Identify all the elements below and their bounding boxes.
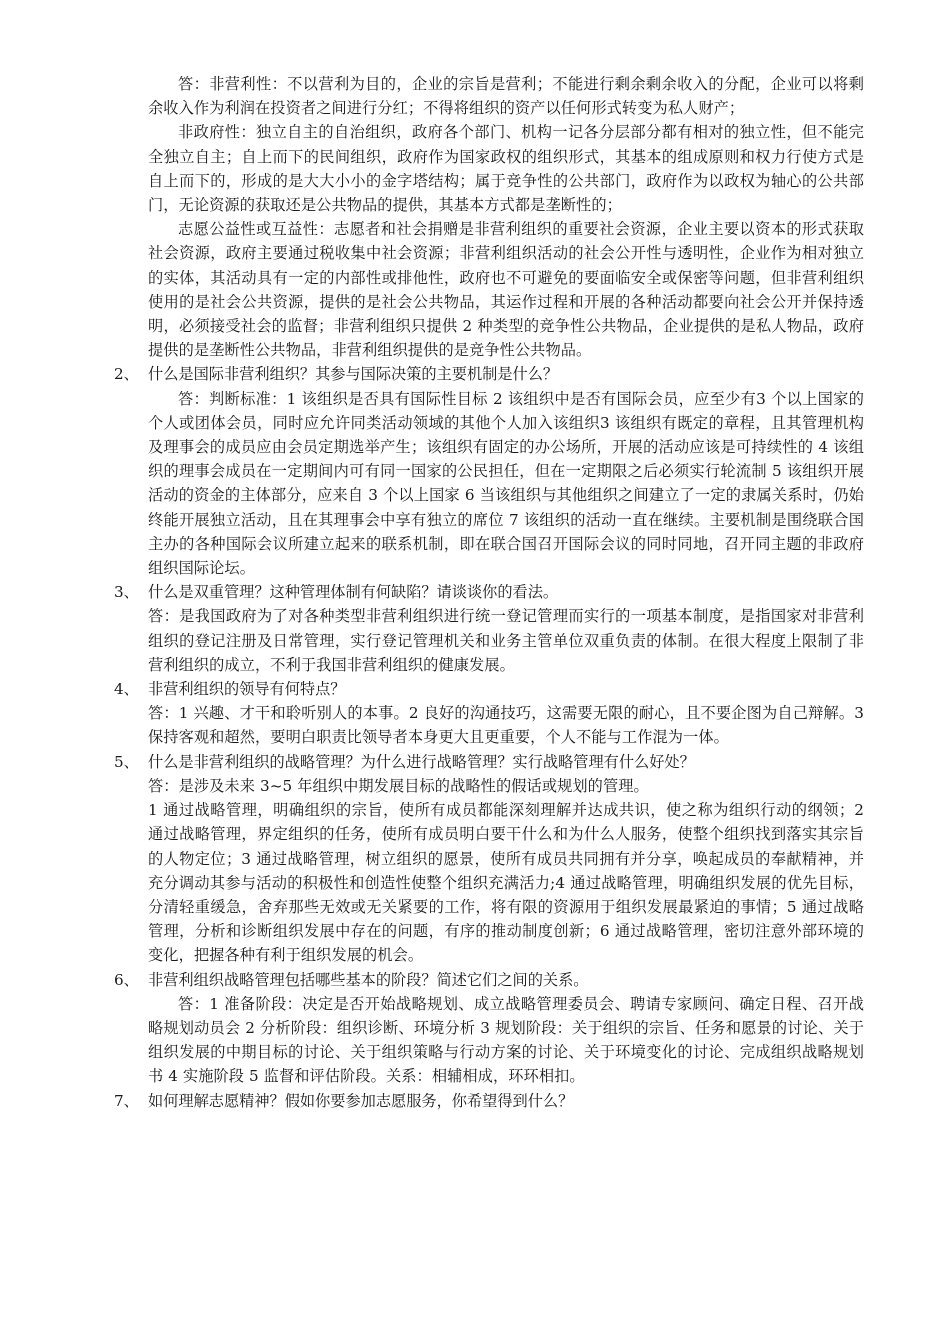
question-number: 2、 xyxy=(114,365,139,384)
question-text: 什么是非营利组织的战略管理？为什么进行战略管理？实行战略管理有什么好处？ xyxy=(148,752,695,771)
question-text: 什么是双重管理？这种管理体制有何缺陷？请谈谈你的看法。 xyxy=(148,583,559,602)
answer-1-paragraph-nongovernmental: 非政府性：独立自主的自治组织，政府各个部门、机构一记各分层部分都有相对的独立性，但不能完全独立自主；自上而下的民间组织，政府作为国家政权的组织形式，其基本的组成原则和权力行使方式是自上而下的，形成的是大大小小的金字塔结构；属于竞争性的公共部门，政府作为以政权为轴心的公共部门，无论资源的获取还是公共物品的提供，其基本方式都是垄断性的； xyxy=(148,123,864,215)
answer-5-definition: 答：是涉及未来 3~5 年组织中期发展目标的战略性的假话或规划的管理。 xyxy=(148,776,649,795)
question-number: 5、 xyxy=(114,752,139,771)
answer-2-paragraph: 答：判断标准：1 该组织是否具有国际性目标 2 该组织中是否有国际会员，应至少有3 个以上国家的个人或团体会员，同时应允许同类活动领域的其他个人加入该组织3 该组织有既定的章程，且其管理机构及理事会的成员应由会员定期选举产生；该组织有固定的办公场所，开展的活动应该是可持续性的 4 该组织的理事会成员在一定期间内可有同一国家的公民担任，但在一定期限之后必须实行轮流制 5 该组织开展活动的资金的主体部分，应来自 3 个以上国家 6 当该组织与其他组织之间建立了一定的隶属关系时，仍始终能开展独立活动，且在其理事会中享有独立的席位 7 该组织的活动一直在继续。主要机制是围绕联合国主办的各种国际会议所建立起来的联系机制，即在联合国召开国际会议的同时同地，召开同主题的非政府组织国际论坛。 xyxy=(148,389,864,578)
question-text: 非营利组织战略管理包括哪些基本的阶段？简述它们之间的关系。 xyxy=(148,970,589,989)
question-3 xyxy=(114,580,864,604)
question-5 xyxy=(114,750,864,774)
question-number: 7、 xyxy=(114,1091,139,1110)
answer-5-benefits: 1 通过战略管理，明确组织的宗旨，使所有成员都能深刻理解并达成共识，使之称为组织行动的纲领；2 通过战略管理，界定组织的任务，使所有成员明白要干什么和为什么人服务，使整个组织找到落实其宗旨的人物定位；3 通过战略管理，树立组织的愿景，使所有成员共同拥有并分享，唤起成员的奉献精神，并充分调动其参与活动的积极性和创造性使整个组织充满活力;4 通过战略管理，明确组织发展的优先目标，分清轻重缓急，舍弃那些无效或无关紧要的工作，将有限的资源用于组织发展最紧迫的事情；5 通过战略管理，分析和诊断组织发展中存在的问题，有序的推动制度创新；6 通过战略管理，密切注意外部环境的变化，把握各种有利于组织发展的机会。 xyxy=(148,801,864,965)
question-number: 4、 xyxy=(114,680,139,699)
answer-4-paragraph: 答：1 兴趣、才干和聆听别人的本事。2 良好的沟通技巧，这需要无限的耐心，且不要企图为自己辩解。3 保持客观和超然，要明白职责比领导者本身更大且更重要，个人不能与工作混为一体。 xyxy=(148,704,864,747)
answer-1-paragraph-nonprofit: 答：非营利性：不以营利为目的，企业的宗旨是营利；不能进行剩余剩余收入的分配，企业可以将剩余收入作为利润在投资者之间进行分红；不得将组织的资产以任何形式转变为私人财产； xyxy=(148,75,864,118)
answer-1-paragraph-voluntary: 志愿公益性或互益性：志愿者和社会捐赠是非营利组织的重要社会资源，企业主要以资本的形式获取社会资源，政府主要通过税收集中社会资源；非营利组织活动的社会公开性与透明性，企业作为相对独立的实体，其活动具有一定的内部性或排他性，政府也不可避免的要面临安全或保密等问题，但非营利组织使用的是社会公共资源，提供的是社会公共物品，其运作过程和开展的各种活动都要向社会公开并保持透明，必须接受社会的监督；非营利组织只提供 2 种类型的竞争性公共物品，企业提供的是私人物品，政府提供的是垄断性公共物品，非营利组织提供的是竞争性公共物品。 xyxy=(148,220,864,360)
document-body xyxy=(114,72,864,1113)
question-2 xyxy=(114,362,864,386)
question-6 xyxy=(114,968,864,992)
question-4 xyxy=(114,677,864,701)
question-7 xyxy=(114,1089,864,1113)
answer-6-paragraph: 答：1 准备阶段：决定是否开始战略规划、成立战略管理委员会、聘请专家顾问、确定日程、召开战略规划动员会 2 分析阶段：组织诊断、环境分析 3 规划阶段：关于组织的宗旨、任务和愿景的讨论、关于组织发展的中期目标的讨论、关于组织策略与行动方案的讨论、关于环境变化的讨论、完成组织战略规划书 4 实施阶段 5 监督和评估阶段。关系：相辅相成，环环相扣。 xyxy=(148,994,864,1086)
question-number: 6、 xyxy=(114,970,139,989)
answer-3-paragraph: 答：是我国政府为了对各种类型非营利组织进行统一登记管理而实行的一项基本制度，是指国家对非营利组织的登记注册及日常管理，实行登记管理机关和业务主管单位双重负责的体制。在很大程度上限制了非营利组织的成立，不利于我国非营利组织的健康发展。 xyxy=(148,607,864,674)
question-number: 3、 xyxy=(114,583,139,602)
question-text: 非营利组织的领导有何特点？ xyxy=(148,680,346,699)
question-text: 如何理解志愿精神？假如你要参加志愿服务，你希望得到什么？ xyxy=(148,1091,574,1110)
question-text: 什么是国际非营利组织？其参与国际决策的主要机制是什么？ xyxy=(148,365,559,384)
